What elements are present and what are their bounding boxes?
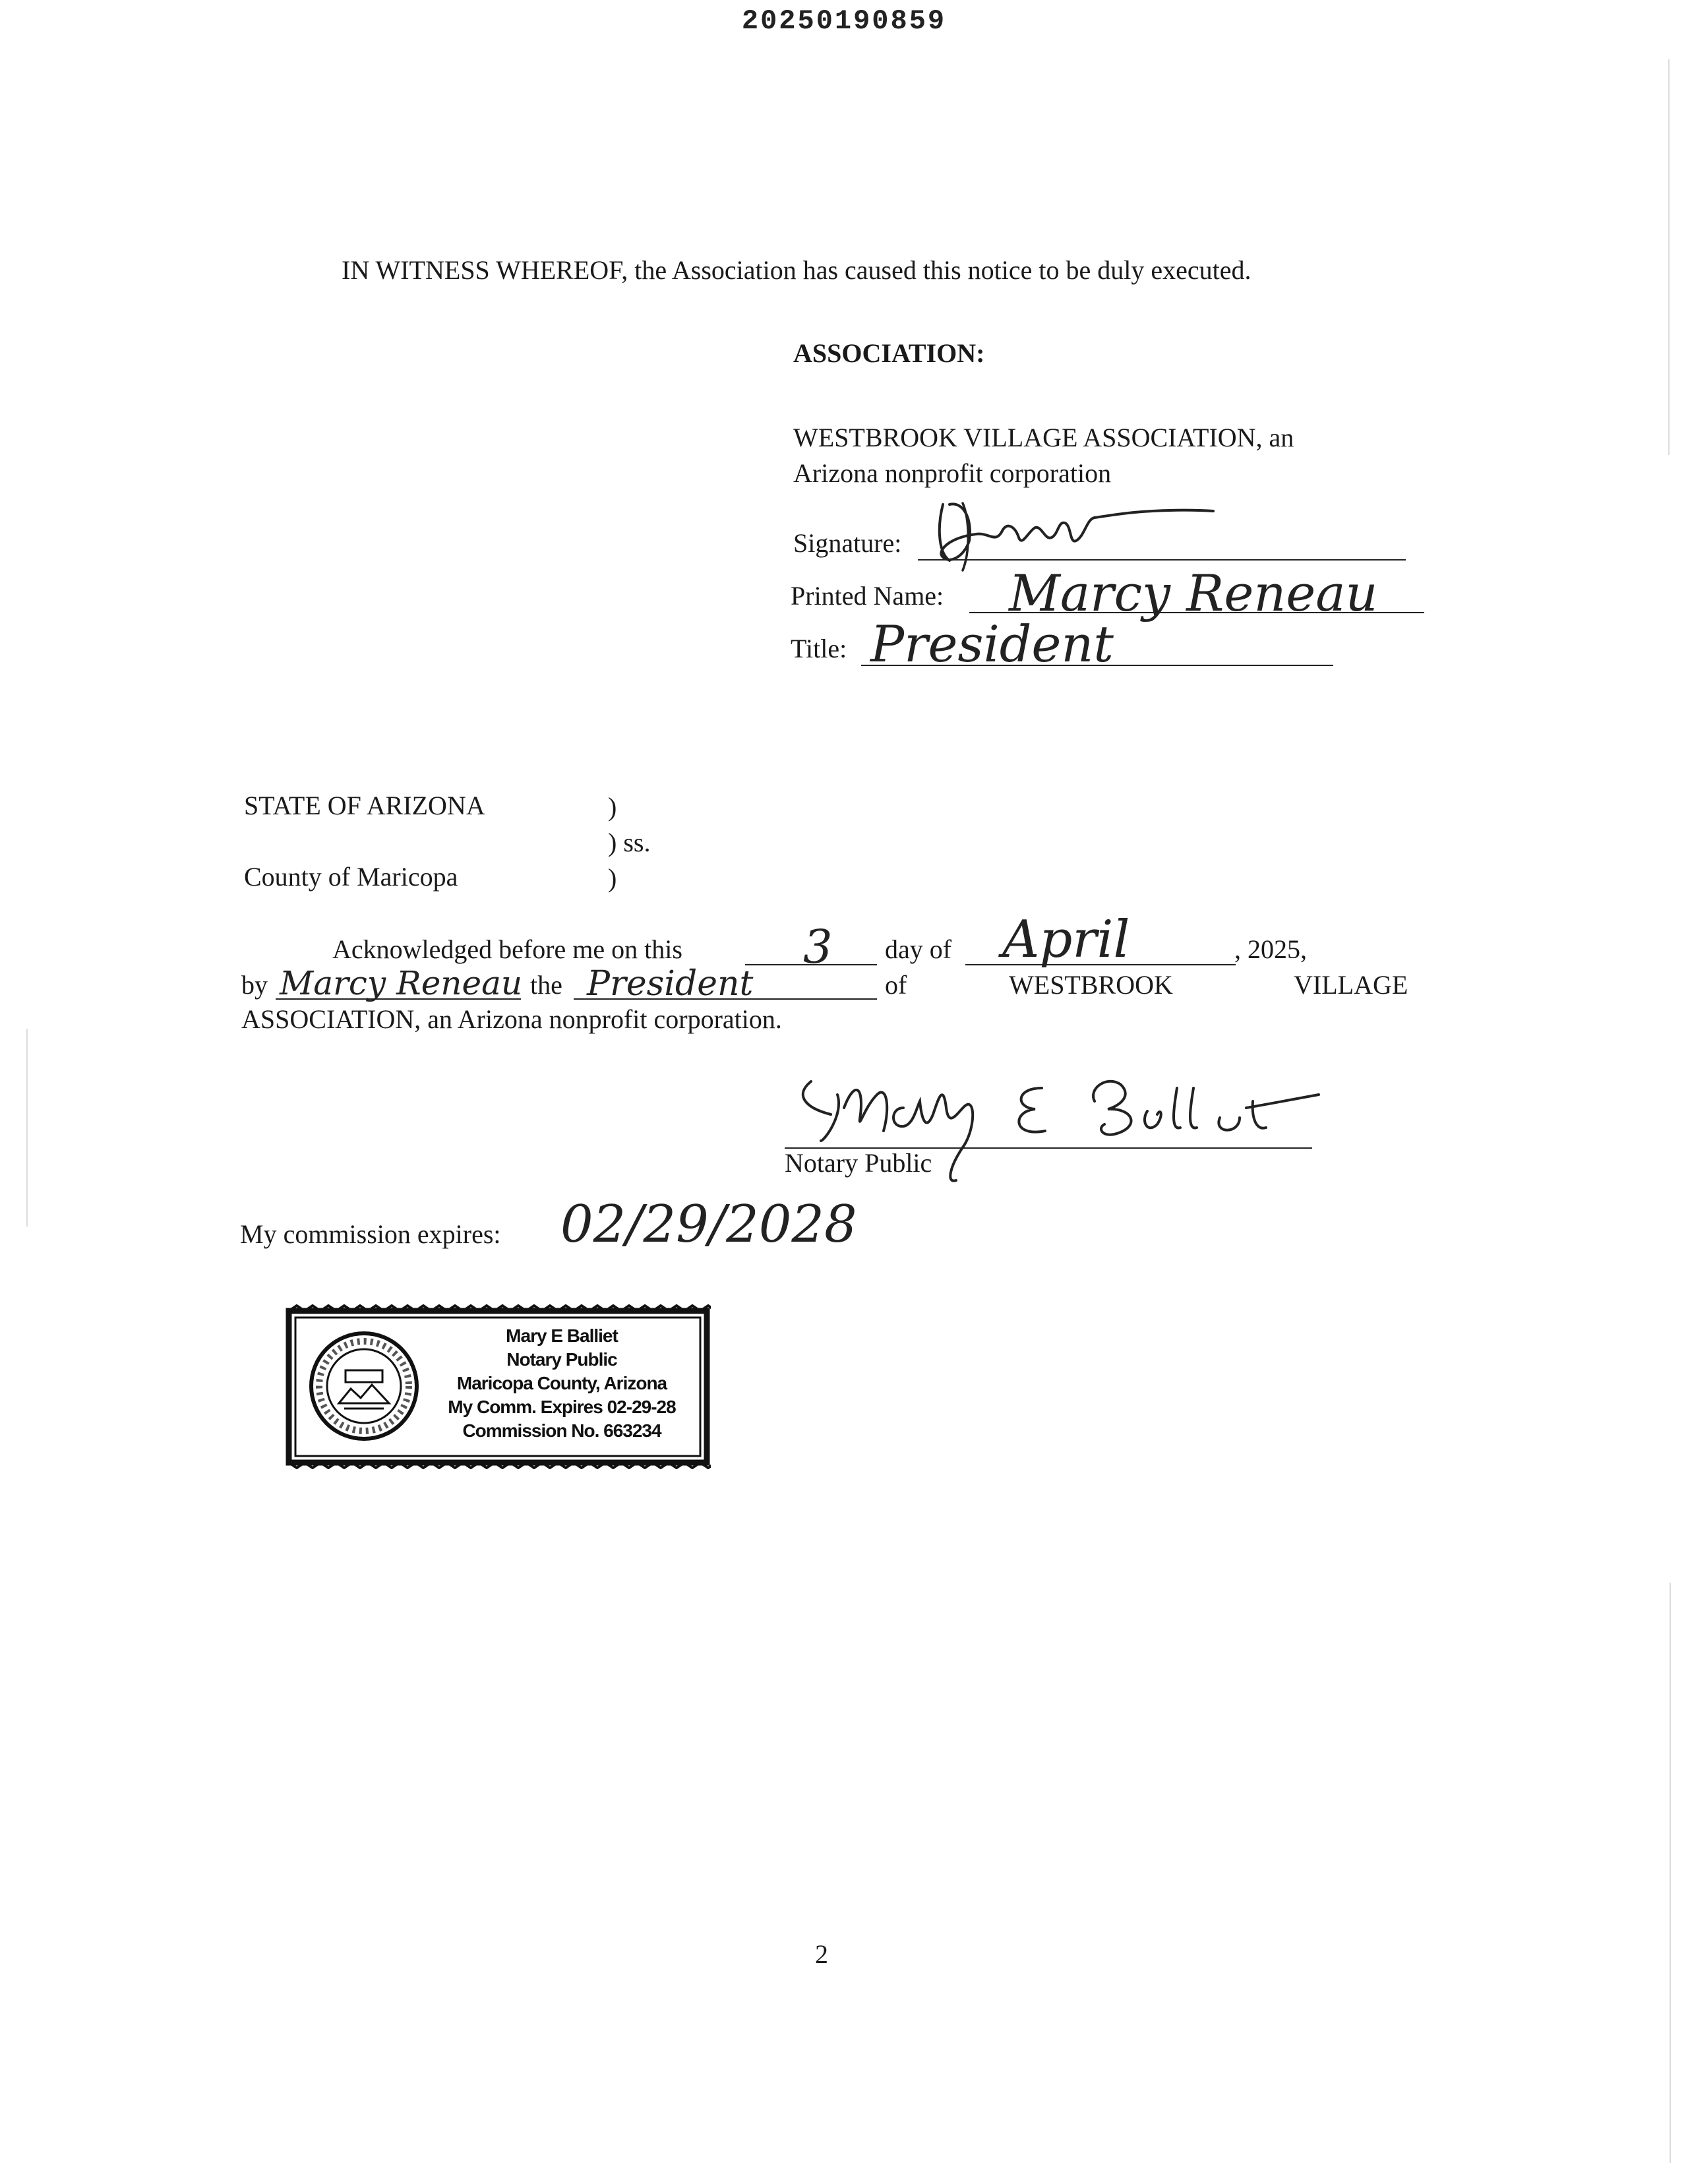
ack-year: , 2025, xyxy=(1234,934,1307,964)
ack-month-value: April xyxy=(1002,910,1130,969)
page-number: 2 xyxy=(815,1939,828,1969)
stamp-line-name: Mary E Balliet xyxy=(506,1325,618,1346)
stamp-line-county: Maricopa County, Arizona xyxy=(456,1373,667,1393)
title-value: President xyxy=(870,615,1114,673)
notary-stamp xyxy=(285,1304,711,1469)
ack-signer-value: Marcy Reneau xyxy=(280,964,523,1002)
stamp-text-block xyxy=(423,1324,700,1443)
entity-name-line2: Arizona nonprofit corporation xyxy=(793,458,1112,488)
stamp-line-expires: My Comm. Expires 02-29-28 xyxy=(448,1397,676,1417)
ack-line3: ASSOCIATION, an Arizona nonprofit corporation. xyxy=(241,1004,782,1034)
venue-paren-1: ) xyxy=(608,792,617,822)
association-heading: ASSOCIATION: xyxy=(793,338,985,368)
witness-clause: IN WITNESS WHEREOF, the Association has caused this notice to be duly executed. xyxy=(342,255,1251,285)
stamp-line-title: Notary Public xyxy=(506,1349,617,1370)
state-seal-icon xyxy=(311,1333,417,1439)
ack-of-label: of xyxy=(885,970,907,1000)
printed-name-value: Marcy Reneau xyxy=(1009,564,1378,622)
ack-westbrook: WESTBROOK xyxy=(1009,970,1173,1000)
signature-label: Signature: xyxy=(793,528,902,558)
scan-edge-right xyxy=(1668,59,1670,455)
ack-day-label: day of xyxy=(885,934,952,964)
commission-label: My commission expires: xyxy=(240,1219,501,1249)
ack-role-value: President xyxy=(587,964,754,1004)
ack-by-label: by xyxy=(241,970,268,1000)
notary-label: Notary Public xyxy=(785,1148,932,1178)
commission-value: 02/29/2028 xyxy=(560,1195,857,1254)
stamp-line-commission: Commission No. 663234 xyxy=(462,1420,661,1441)
scan-edge-right-lower xyxy=(1670,1583,1671,2163)
printed-name-label: Printed Name: xyxy=(791,581,944,611)
title-label: Title: xyxy=(791,634,847,663)
recording-number: 20250190859 xyxy=(741,5,947,37)
ack-village: VILLAGE xyxy=(1294,970,1408,1000)
entity-name-line1: WESTBROOK VILLAGE ASSOCIATION, an xyxy=(793,423,1294,452)
venue-county: County of Maricopa xyxy=(244,862,458,892)
venue-state: STATE OF ARIZONA xyxy=(244,791,485,820)
ack-prefix: Acknowledged before me on this xyxy=(332,934,682,964)
scan-edge-left xyxy=(26,1029,28,1227)
handwritten-signature-president xyxy=(923,491,1226,574)
ack-the-label: the xyxy=(530,970,562,1000)
venue-paren-3: ) xyxy=(608,863,617,893)
ack-day-value: 3 xyxy=(803,920,833,974)
venue-ss: ) ss. xyxy=(608,828,651,857)
